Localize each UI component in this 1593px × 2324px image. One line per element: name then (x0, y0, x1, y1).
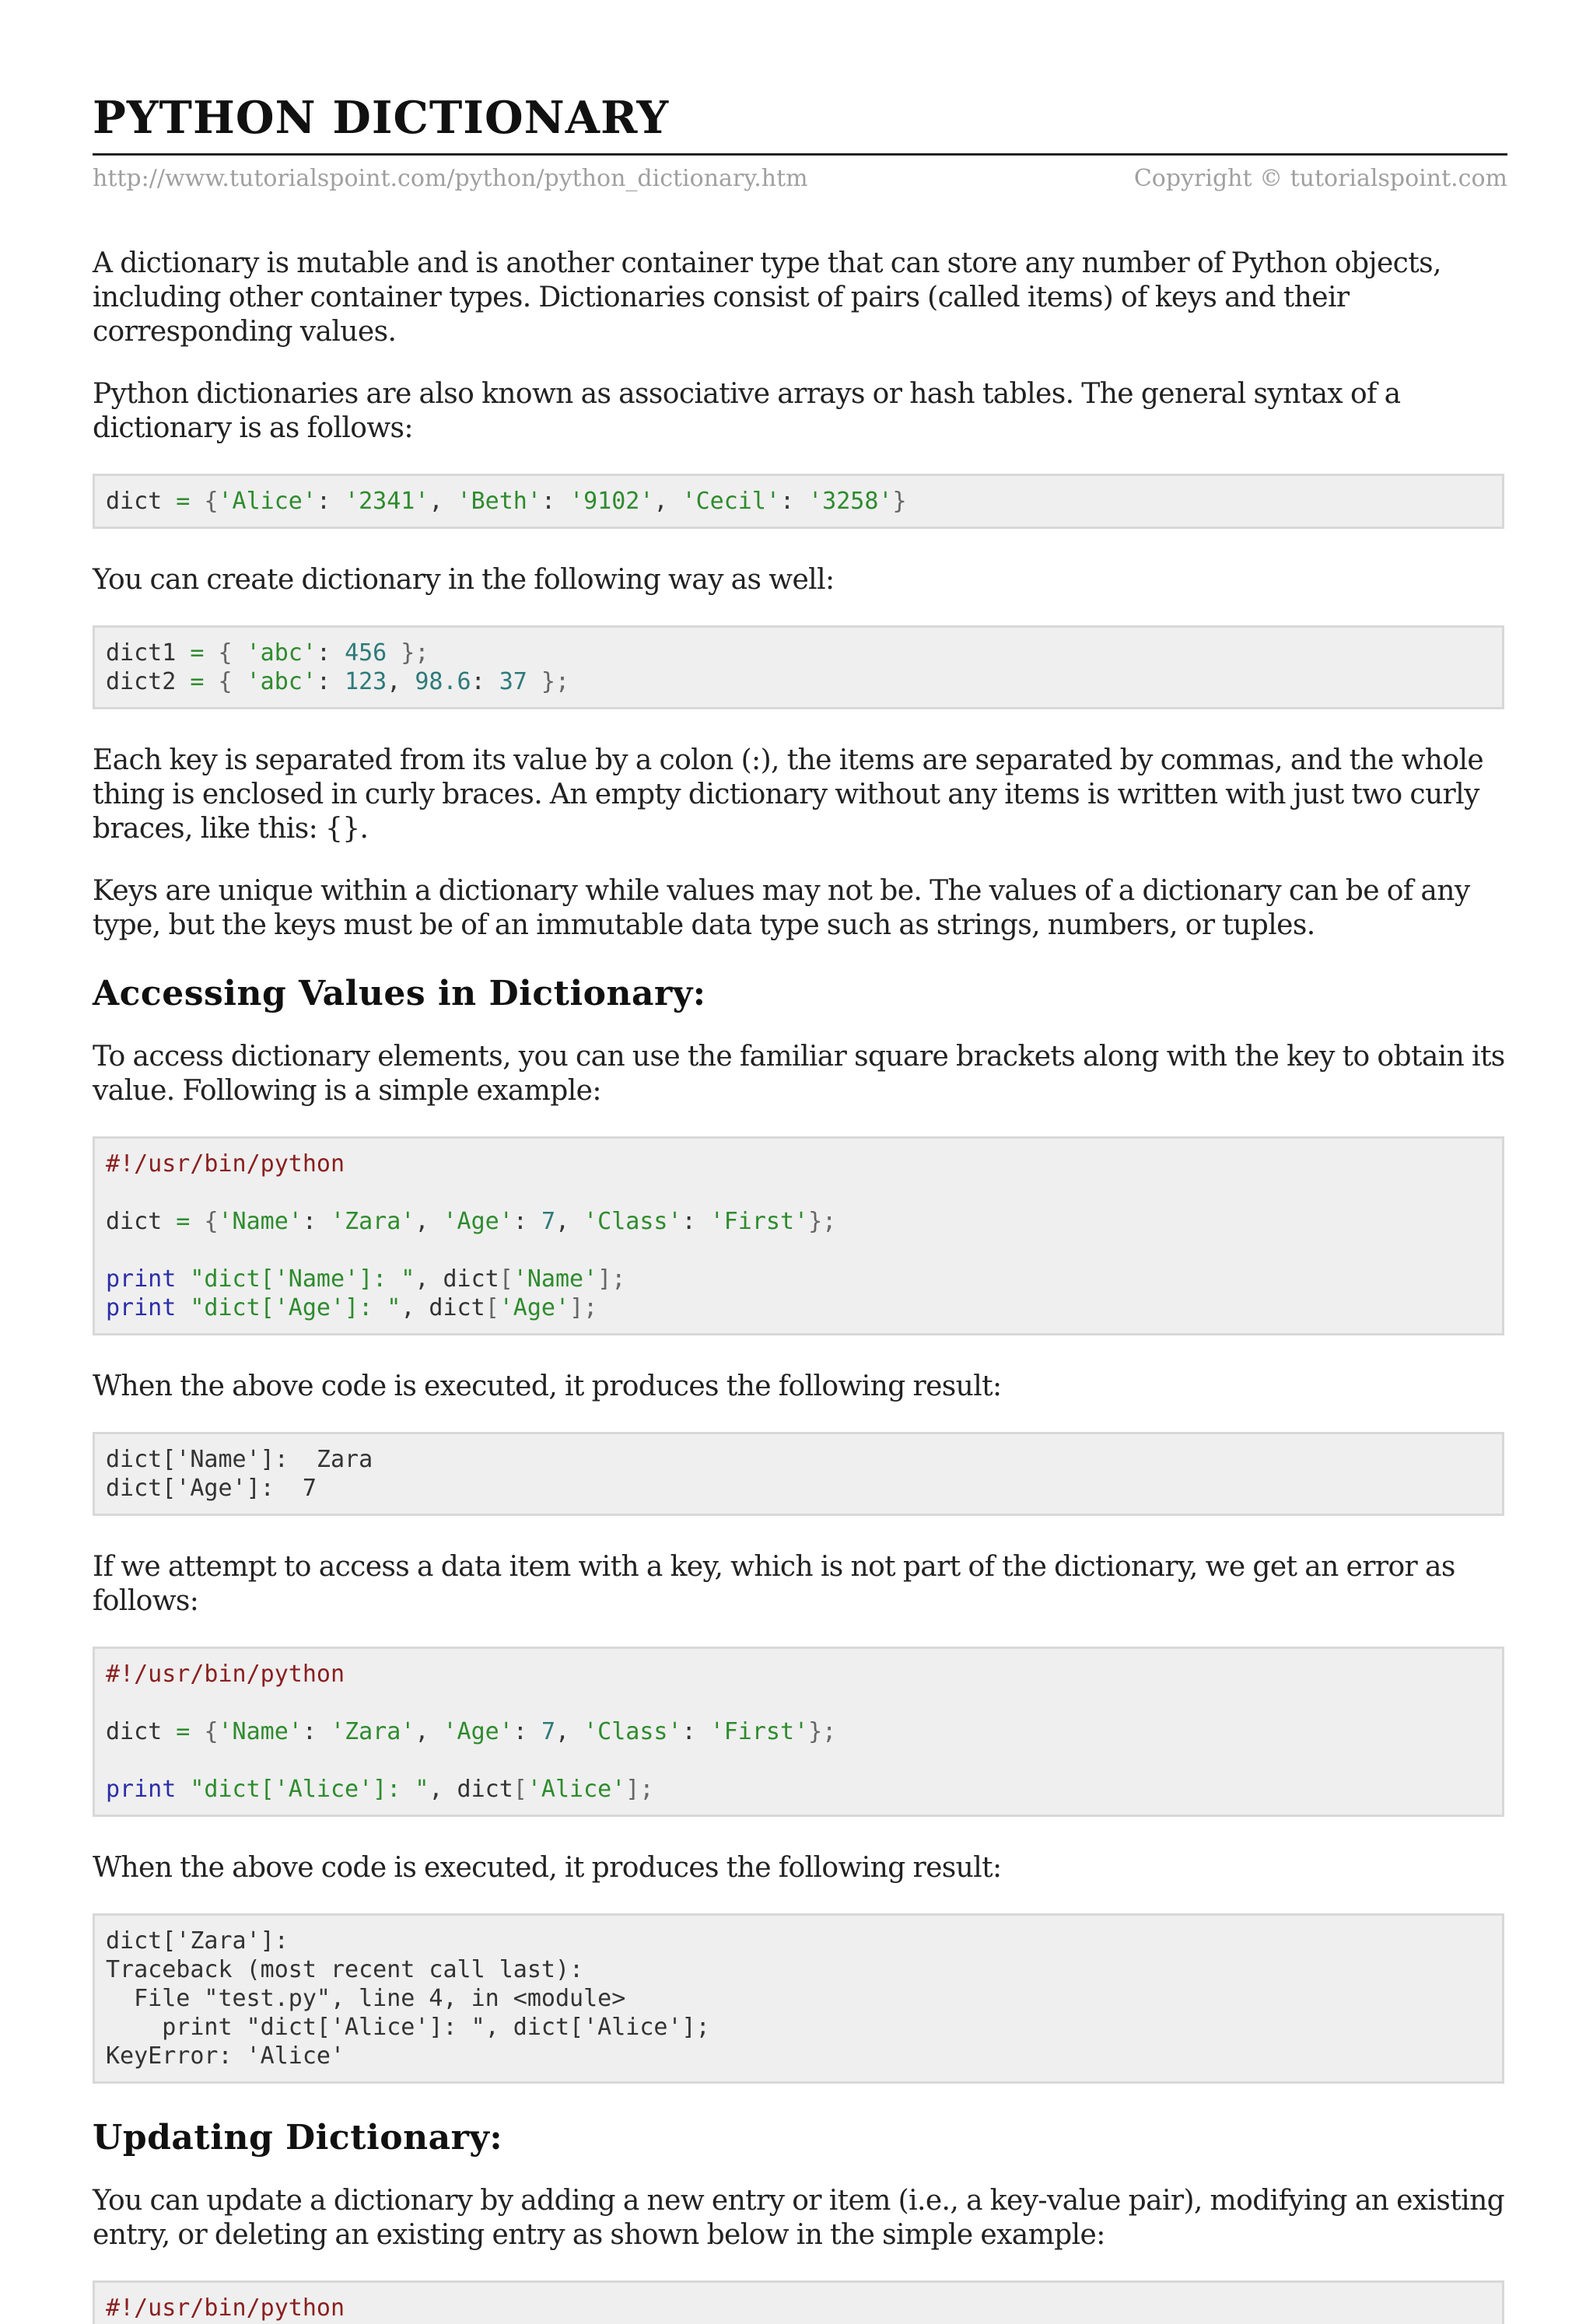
heading-accessing-values: Accessing Values in Dictionary: (93, 974, 706, 1013)
copyright-notice: Copyright © tutorialspoint.com (1133, 165, 1507, 192)
output-line: Traceback (most recent call last): (106, 1956, 584, 1983)
accessing-paragraph-1: To access dictionary elements, you can use the familiar square brackets along with the key to obtain its value. Following is a simple example: (93, 1041, 1505, 1107)
intro-paragraph-3: You can create dictionary in the following way as well: (93, 564, 835, 596)
code-line: print "dict['Age']: ", dict['Age']; (106, 1294, 598, 1321)
code-line: print "dict['Name']: ", dict['Name']; (106, 1265, 626, 1293)
page-title: PYTHON DICTIONARY (93, 92, 670, 144)
code-block-dict-syntax (93, 474, 1504, 529)
code-block-dict-create (93, 625, 1504, 709)
intro-paragraph-4: Each key is separated from its value by a colon (:), the items are separated by commas, and the whole thing is enclosed in curly braces. An empty dictionary without any items is written with just two curly braces, like this: {}. (93, 744, 1484, 845)
intro-paragraph-1: A dictionary is mutable and is another container type that can store any number of Python objects, including other container types. Dictionaries consist of pairs (called items) of keys and their corresponding values. (93, 247, 1441, 348)
code-block-access-output (93, 1432, 1504, 1516)
output-line: dict['Name']: Zara (106, 1446, 373, 1473)
code-line-blank (106, 1689, 1491, 1717)
updating-paragraph-1: You can update a dictionary by adding a new entry or item (i.e., a key-value pair), modifying an existing entry, or deleting an existing entry as shown below in the simple example: (93, 2185, 1505, 2251)
code-line: #!/usr/bin/python (106, 2294, 345, 2322)
code-line: dict = {'Name': 'Zara', 'Age': 7, 'Class': 'First'}; (106, 1208, 837, 1235)
output-line: dict['Zara']: (106, 1927, 289, 1955)
output-line: KeyError: 'Alice' (106, 2042, 345, 2070)
code-line-blank (106, 1236, 1491, 1265)
accessing-paragraph-3: If we attempt to access a data item with a key, which is not part of the dictionary, we get an error as follows: (93, 1551, 1455, 1617)
output-line: dict['Age']: 7 (106, 1475, 317, 1502)
intro-paragraph-5: Keys are unique within a dictionary while values may not be. The values of a dictionary can be of any type, but the keys must be of an immutable data type such as strings, numbers, or tuples. (93, 875, 1470, 941)
code-line: dict2 = { 'abc': 123, 98.6: 37 }; (106, 668, 570, 695)
source-url: http://www.tutorialspoint.com/python/python_dictionary.htm (93, 165, 808, 192)
output-line: File "test.py", line 4, in <module> (106, 1985, 626, 2012)
code-line: #!/usr/bin/python (106, 1661, 345, 1688)
code-line: #!/usr/bin/python (106, 1150, 345, 1178)
code-line-blank (106, 1178, 1491, 1207)
code-block-access-example (93, 1136, 1504, 1335)
code-line: dict = {'Alice': '2341', 'Beth': '9102', 'Cecil': '3258'} (106, 488, 907, 515)
code-line: dict = {'Name': 'Zara', 'Age': 7, 'Class': 'First'}; (106, 1718, 837, 1745)
article-body (93, 247, 1507, 2324)
output-line: print "dict['Alice']: ", dict['Alice']; (106, 2014, 710, 2041)
code-line: dict1 = { 'abc': 456 }; (106, 639, 429, 667)
code-block-keyerror-example (93, 1647, 1504, 1817)
code-block-keyerror-output (93, 1913, 1504, 2084)
code-line: print "dict['Alice']: ", dict['Alice']; (106, 1776, 654, 1803)
code-block-update-example (93, 2280, 1504, 2324)
heading-updating-dictionary: Updating Dictionary: (93, 2118, 503, 2158)
accessing-paragraph-4: When the above code is executed, it produces the following result: (93, 1852, 1002, 1884)
code-line-blank (106, 1746, 1491, 1775)
intro-paragraph-2: Python dictionaries are also known as associative arrays or hash tables. The general syntax of a dictionary is as follows: (93, 378, 1401, 444)
title-rule (93, 153, 1507, 156)
header-meta (93, 165, 1507, 192)
accessing-paragraph-2: When the above code is executed, it produces the following result: (93, 1370, 1002, 1402)
